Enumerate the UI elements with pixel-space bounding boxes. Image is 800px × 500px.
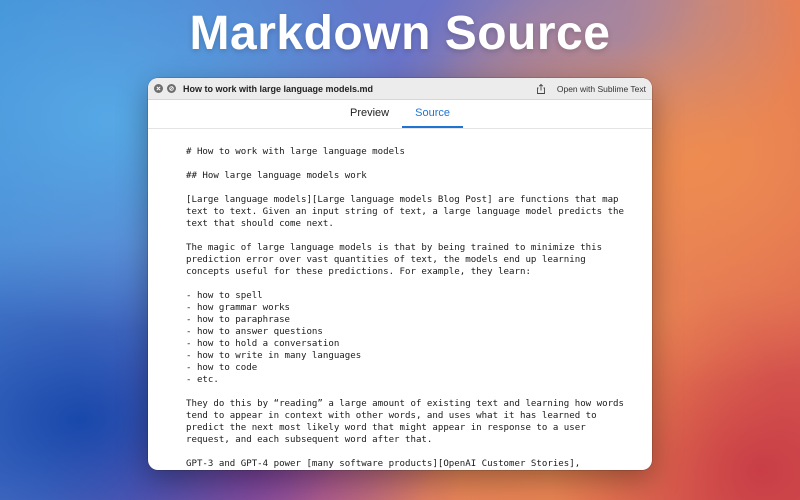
source-line [186, 158, 652, 170]
markdown-source-view[interactable] [148, 129, 652, 469]
source-line: ## How large language models work [186, 171, 367, 181]
tab-preview[interactable]: Preview [350, 107, 390, 119]
source-line [186, 182, 652, 194]
source-line: [Large language models][Large language models Blog Post] are functions that map [186, 195, 619, 205]
source-line: concepts useful for these predictions. For example, they learn: [186, 267, 531, 277]
source-line [186, 278, 652, 290]
source-line: They do this by “reading” a large amount of existing text and learning how words [186, 399, 624, 409]
source-line: - how to write in many languages [186, 351, 362, 361]
source-line: GPT-3 and GPT-4 power [many software products][OpenAI Customer Stories], [186, 459, 581, 469]
open-with-button[interactable]: Open with Sublime Text [556, 83, 646, 94]
source-line: The magic of large language models is that by being trained to minimize this [186, 243, 603, 253]
source-line: - how grammar works [186, 303, 291, 313]
source-line [186, 386, 652, 398]
view-tabs [148, 100, 652, 129]
source-line: - how to hold a conversation [186, 339, 340, 349]
block-icon[interactable] [167, 84, 176, 93]
source-line: text to text. Given an input string of text, a large language model predicts the [186, 207, 624, 217]
source-line: - how to answer questions [186, 327, 323, 337]
tab-source[interactable]: Source [402, 100, 463, 128]
share-icon[interactable] [535, 83, 547, 95]
source-line [186, 230, 652, 242]
window-titlebar [148, 78, 652, 100]
source-line: - how to spell [186, 291, 263, 301]
hero-title: Markdown Source [189, 7, 611, 60]
source-line [186, 446, 652, 458]
source-line: text that should come next. [186, 219, 334, 229]
source-line: predict the next most likely word that might appear in response to a user [186, 423, 586, 433]
window-title: How to work with large language models.md [183, 83, 374, 94]
source-line: # How to work with large language models [186, 147, 405, 157]
close-icon[interactable] [154, 84, 163, 93]
quick-look-window [148, 78, 652, 470]
source-line: tend to appear in context with other words, and uses what it has learned to [186, 411, 597, 421]
source-line: - how to paraphrase [186, 315, 291, 325]
source-line: - etc. [186, 375, 219, 385]
source-line: request, and each subsequent word after that. [186, 435, 433, 445]
source-line: - how to code [186, 363, 258, 373]
source-line: prediction error over vast quantities of text, the models end up learning [186, 255, 586, 265]
